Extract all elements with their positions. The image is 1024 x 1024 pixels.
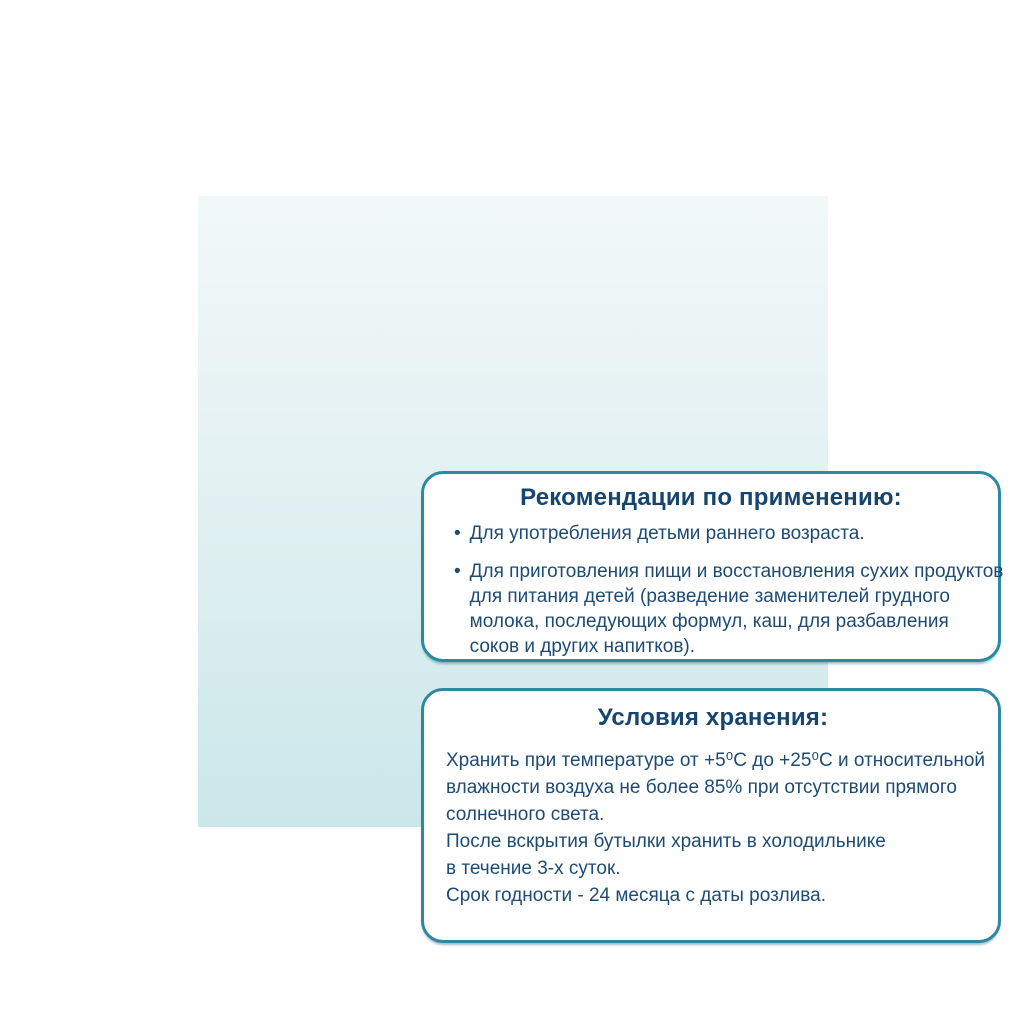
list-item — [440, 559, 1004, 659]
label-background-panel — [198, 196, 1004, 906]
bullet-line: Для употребления детьми раннего возраста. — [469, 523, 865, 544]
recommendations-list — [440, 521, 1004, 659]
bullet-line: молока, последующих формул, каш, для разбавления — [469, 611, 949, 632]
storage-title: Условия хранения: — [597, 704, 829, 731]
bullet-line: для питания детей (разведение заменителей грудного — [469, 586, 950, 607]
bullet-dot: • — [454, 561, 461, 582]
storage-card — [421, 688, 1001, 943]
bullet-text — [470, 559, 1004, 659]
storage-text — [446, 747, 986, 909]
bullet-line: соков и других напитков). — [469, 636, 696, 657]
bullet-line: Для приготовления пищи и восстановления сухих продуктов — [469, 561, 1004, 582]
recommendations-card — [421, 471, 1004, 662]
bullet-dot: • — [454, 523, 461, 544]
storage-line: После вскрытия бутылки хранить в холодильнике — [446, 831, 886, 852]
storage-line: солнечного света. — [446, 804, 605, 825]
storage-line: в течение 3-х суток. — [446, 858, 621, 879]
recommendations-title: Рекомендации по применению: — [520, 484, 902, 511]
storage-line: Срок годности - 24 месяца с даты розлива. — [446, 885, 827, 906]
storage-line: Хранить при температуре от +5⁰С до +25⁰С и относительной — [446, 750, 986, 771]
list-item — [440, 521, 982, 546]
bullet-text — [470, 521, 865, 546]
storage-line: влажности воздуха не более 85% при отсутствии прямого — [446, 777, 957, 798]
